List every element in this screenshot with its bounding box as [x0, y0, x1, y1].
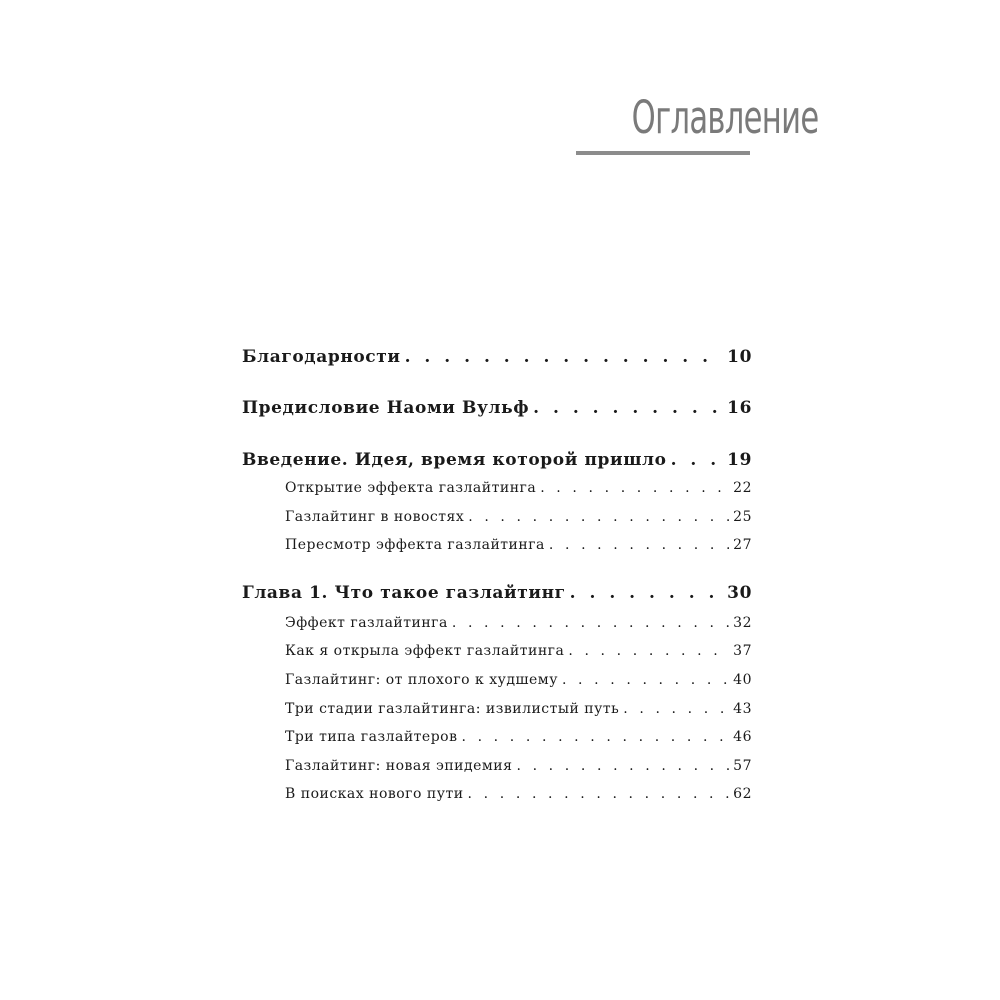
toc-page-number: 37 [733, 643, 752, 659]
toc-page-number: 62 [733, 786, 752, 802]
toc-entry-foreword[interactable] [242, 398, 752, 418]
toc-entry-title: Глава 1. Что такое газлайтинг [242, 583, 566, 603]
dot-leader [570, 583, 723, 603]
toc-entry-title: Как я открыла эффект газлайтинга [285, 643, 565, 659]
dot-leader [671, 450, 724, 470]
toc-page-number: 16 [727, 398, 752, 418]
dot-leader [568, 643, 729, 659]
dot-leader [623, 701, 729, 717]
dot-leader [549, 537, 729, 553]
toc-page-number: 40 [733, 672, 752, 688]
toc-heading [576, 88, 819, 155]
dot-leader [540, 480, 729, 496]
toc-page-number: 27 [733, 537, 752, 553]
toc-page-number: 57 [733, 758, 752, 774]
toc-entry-title: Эффект газлайтинга [285, 615, 448, 631]
toc-page-number: 43 [733, 701, 752, 717]
page-title: Оглавление [631, 91, 819, 144]
toc-subentry[interactable] [285, 615, 752, 631]
toc-subentry[interactable] [285, 537, 752, 553]
toc-subentry[interactable] [285, 480, 752, 496]
dot-leader [468, 509, 729, 525]
dot-leader [405, 347, 724, 367]
toc-entry-title: Три стадии газлайтинга: извилистый путь [285, 701, 620, 717]
toc-entry-introduction[interactable] [242, 450, 752, 470]
toc-entry-title: В поисках нового пути [285, 786, 464, 802]
toc-subentry[interactable] [285, 786, 752, 802]
toc-entry-title: Открытие эффекта газлайтинга [285, 480, 537, 496]
toc-subentry[interactable] [285, 758, 752, 774]
toc-entry-acknowledgements[interactable] [242, 347, 752, 367]
toc-entry-title: Благодарности [242, 347, 401, 367]
toc-page-number: 46 [733, 729, 752, 745]
dot-leader [468, 786, 730, 802]
heading-underline [576, 151, 750, 155]
dot-leader [452, 615, 729, 631]
toc-entry-title: Газлайтинг: от плохого к худшему [285, 672, 558, 688]
toc-entry-title: Предисловие Наоми Вульф [242, 398, 530, 418]
toc-subentry[interactable] [285, 701, 752, 717]
toc-entry-title: Введение. Идея, время которой пришло [242, 450, 667, 470]
toc-page-number: 32 [733, 615, 752, 631]
toc-subentry[interactable] [285, 643, 752, 659]
toc-entry-title: Три типа газлайтеров [285, 729, 458, 745]
toc-entry-title: Газлайтинг в новостях [285, 509, 465, 525]
toc-entry-title: Пересмотр эффекта газлайтинга [285, 537, 545, 553]
dot-leader [533, 398, 723, 418]
toc-entry-chapter-1[interactable] [242, 583, 752, 603]
toc-page-number: 25 [733, 509, 752, 525]
toc-subentry[interactable] [285, 672, 752, 688]
toc-subentry[interactable] [285, 729, 752, 745]
toc-page-number: 30 [727, 583, 752, 603]
dot-leader [516, 758, 729, 774]
toc-page-number: 22 [733, 480, 752, 496]
toc-subentry[interactable] [285, 509, 752, 525]
dot-leader [562, 672, 729, 688]
toc-page-number: 19 [727, 450, 752, 470]
dot-leader [461, 729, 729, 745]
toc-page-number: 10 [727, 347, 752, 367]
toc-entry-title: Газлайтинг: новая эпидемия [285, 758, 513, 774]
